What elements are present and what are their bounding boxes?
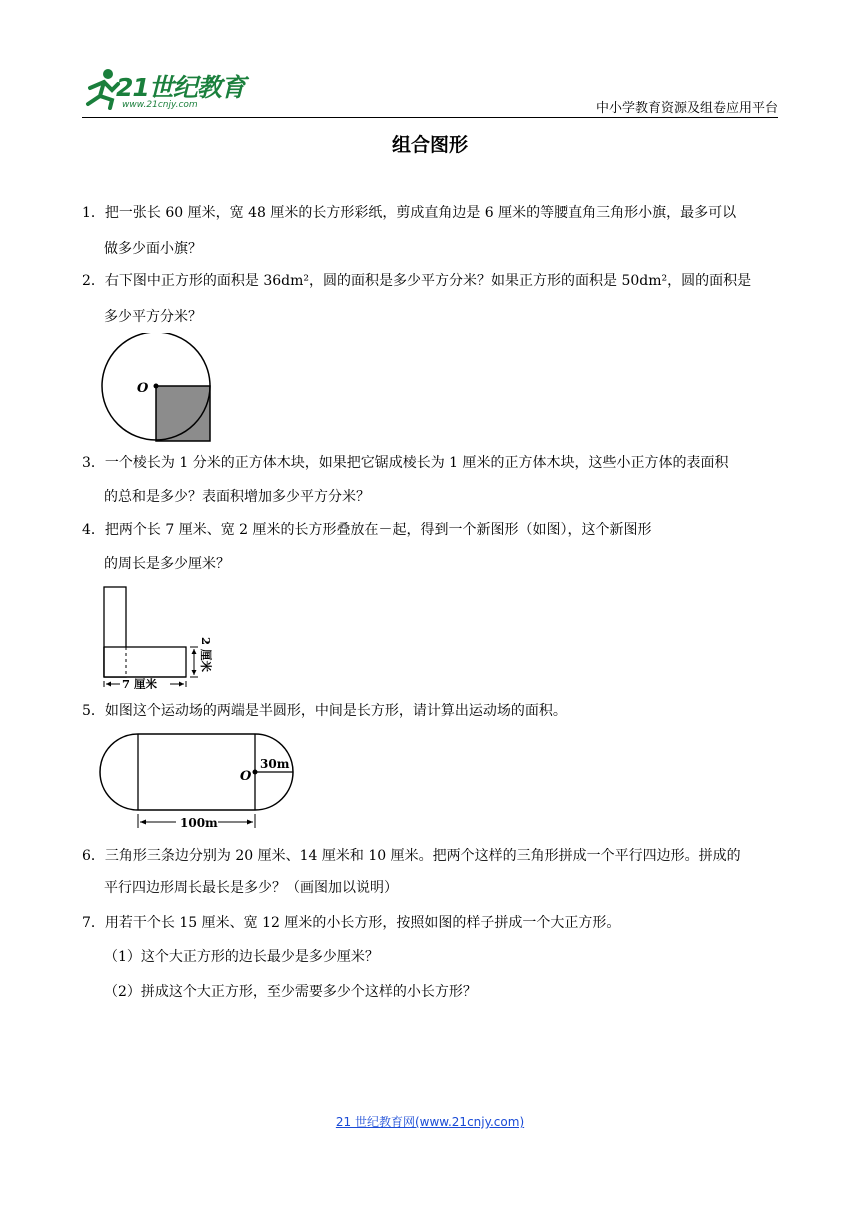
length-label: 100m bbox=[180, 816, 218, 830]
width-label: 7 厘米 bbox=[122, 677, 158, 689]
platform-name: 中小学教育资源及组卷应用平台 bbox=[595, 101, 778, 116]
question-4-line-2: 的周长是多少厘米？ bbox=[104, 556, 230, 572]
center-point bbox=[253, 770, 258, 775]
figure-sports-field bbox=[98, 732, 298, 832]
figure-circle-square bbox=[100, 333, 216, 445]
question-2-line-1: 2．右下图中正方形的面积是 36dm²，圆的面积是多少平方分米？如果正方形的面积是 50dm²，圆的面积是 bbox=[82, 273, 752, 289]
question-1-line-2: 做多少面小旗？ bbox=[104, 241, 202, 257]
question-3-line-2: 的总和是多少？表面积增加多少平方分米？ bbox=[104, 489, 370, 505]
question-1-line-1: 1．把一张长 60 厘米，宽 48 厘米的长方形彩纸，剪成直角边是 6 厘米的等腰直角三角形小旗，最多可以 bbox=[82, 205, 737, 221]
question-5-line-1: 5．如图这个运动场的两端是半圆形，中间是长方形，请计算出运动场的面积。 bbox=[82, 703, 567, 719]
footer-link[interactable]: 21 世纪教育网(www.21cnjy.com) bbox=[335, 1115, 525, 1129]
logo-url: www.21cnjy.com bbox=[122, 100, 198, 110]
sub-question-2: （2）拼成这个大正方形，至少需要多少个这样的小长方形？ bbox=[104, 984, 477, 1000]
question-7-line-1: 7．用若干个长 15 厘米、宽 12 厘米的小长方形，按照如图的样子拼成一个大正方形。 bbox=[82, 915, 621, 931]
center-point bbox=[154, 384, 159, 389]
header-divider bbox=[82, 117, 778, 118]
page-title: 组合图形 bbox=[391, 134, 468, 156]
figure-overlapping-rectangles bbox=[98, 585, 228, 689]
center-label: O bbox=[240, 769, 252, 784]
question-2-line-2: 多少平方分米？ bbox=[104, 309, 202, 325]
center-label: O bbox=[137, 381, 149, 396]
logo-text: 21世纪教育 bbox=[116, 73, 245, 102]
question-6-line-1: 6．三角形三条边分别为 20 厘米、14 厘米和 10 厘米。把两个这样的三角形拼成一个平行四边形。拼成的 bbox=[82, 848, 741, 864]
question-4-line-1: 4．把两个长 7 厘米、宽 2 厘米的长方形叠放在－起，得到一个新图形（如图），这个新图形 bbox=[82, 522, 652, 538]
question-3-line-1: 3．一个棱长为 1 分米的正方体木块，如果把它锯成棱长为 1 厘米的正方体木块，这些小正方体的表面积 bbox=[82, 455, 729, 471]
height-label: 2 厘米 bbox=[199, 637, 213, 673]
radius-label: 30m bbox=[260, 757, 290, 771]
question-6-line-2: 平行四边形周长最长是多少？（画图加以说明） bbox=[104, 880, 398, 896]
logo bbox=[82, 66, 252, 118]
sub-question-1: （1）这个大正方形的边长最少是多少厘米？ bbox=[104, 949, 379, 965]
